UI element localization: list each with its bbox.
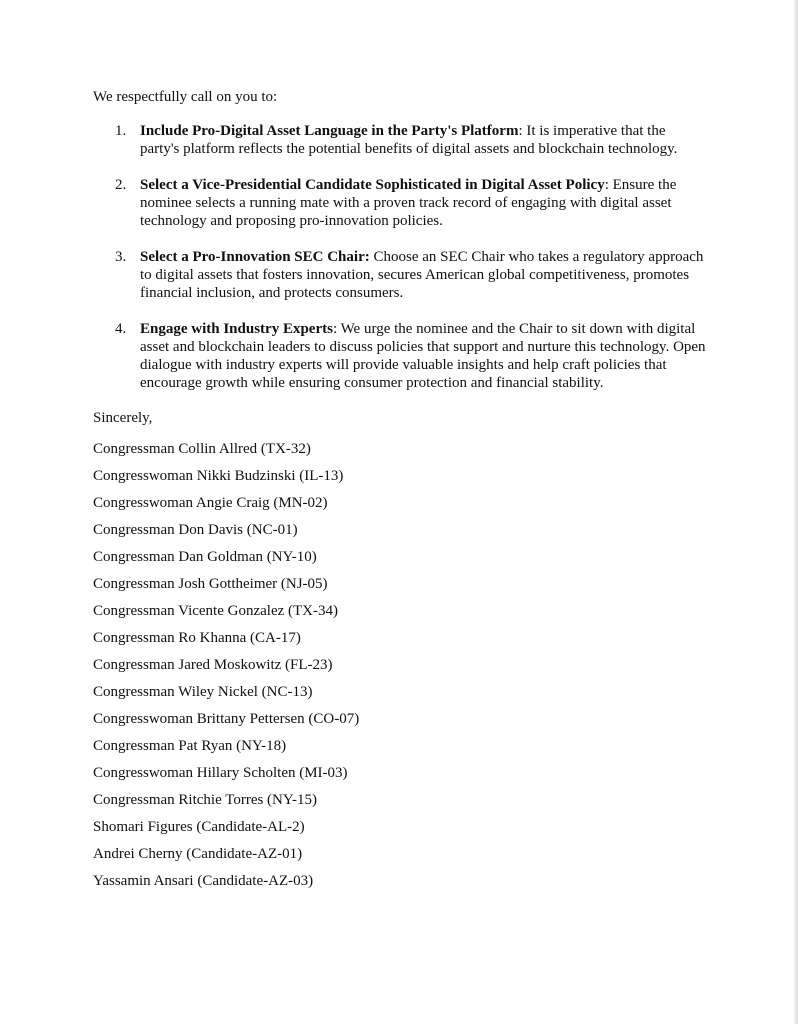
ask-item — [115, 320, 708, 392]
ask-number: 4. — [115, 321, 127, 337]
ask-body: Ensure the nominee selects a running mate with a proven track record of engaging with digital asset technology and proposing pro-innovation policies. — [140, 177, 677, 229]
ask-number: 1. — [115, 123, 127, 139]
ask-heading: Include Pro-Digital Asset Language in the Party's Platform — [140, 123, 519, 139]
signatory: Congressman Collin Allred (TX-32) — [93, 441, 311, 457]
signatory: Congressman Don Davis (NC-01) — [93, 522, 298, 538]
ask-heading: Select a Vice-Presidential Candidate Sophisticated in Digital Asset Policy — [140, 177, 605, 193]
signatory: Shomari Figures (Candidate-AL-2) — [93, 819, 305, 835]
signatory: Congressman Wiley Nickel (NC-13) — [93, 684, 313, 700]
ask-body: It is imperative that the party's platform reflects the potential benefits of digital assets and blockchain technology. — [140, 123, 678, 157]
signatory: Congressman Ro Khanna (CA-17) — [93, 630, 301, 646]
ask-separator: : — [332, 321, 338, 337]
signatory: Congressman Ritchie Torres (NY-15) — [93, 792, 318, 808]
signatory: Congresswoman Angie Craig (MN-02) — [93, 495, 328, 511]
ask-separator: : — [518, 123, 523, 139]
signatory: Congresswoman Nikki Budzinski (IL-13) — [93, 468, 344, 484]
ask-number: 2. — [115, 177, 127, 193]
ask-item — [115, 176, 708, 230]
ask-heading: Engage with Industry Experts — [140, 321, 333, 337]
signatory: Yassamin Ansari (Candidate-AZ-03) — [93, 873, 314, 889]
ask-item — [115, 248, 708, 302]
asks-list — [93, 122, 708, 392]
ask-number: 3. — [115, 249, 127, 265]
letter-intro: We respectfully call on you to: — [93, 89, 278, 105]
ask-body: Choose an SEC Chair who takes a regulatory approach to digital assets that fosters innovation, secures American global competitiveness, promotes financial inclusion, and protects consumers. — [140, 249, 704, 301]
signatory: Congressman Dan Goldman (NY-10) — [93, 549, 317, 565]
signatory: Congresswoman Hillary Scholten (MI-03) — [93, 765, 348, 781]
signatory: Congressman Vicente Gonzalez (TX-34) — [93, 603, 338, 619]
ask-body: We urge the nominee and the Chair to sit down with digital asset and blockchain leaders to discuss policies that support and nurture this technology. Open dialogue with industry experts will provide valuable insights and help craft policies that encourage growth while ensuring consumer protection and financial stability. — [140, 321, 706, 391]
signatory: Congressman Jared Moskowitz (FL-23) — [93, 657, 333, 673]
ask-heading: Select a Pro-Innovation SEC Chair: — [140, 249, 370, 265]
ask-separator: : — [604, 177, 609, 193]
closing-salutation: Sincerely, — [93, 410, 153, 426]
signatory: Andrei Cherny (Candidate-AZ-01) — [93, 846, 303, 862]
signatory: Congressman Josh Gottheimer (NJ-05) — [93, 576, 328, 592]
signatories-list — [93, 440, 708, 899]
ask-item — [115, 122, 708, 158]
signatory: Congressman Pat Ryan (NY-18) — [93, 738, 287, 754]
page-edge-shadow — [794, 0, 798, 1024]
signatory: Congresswoman Brittany Pettersen (CO-07) — [93, 711, 360, 727]
